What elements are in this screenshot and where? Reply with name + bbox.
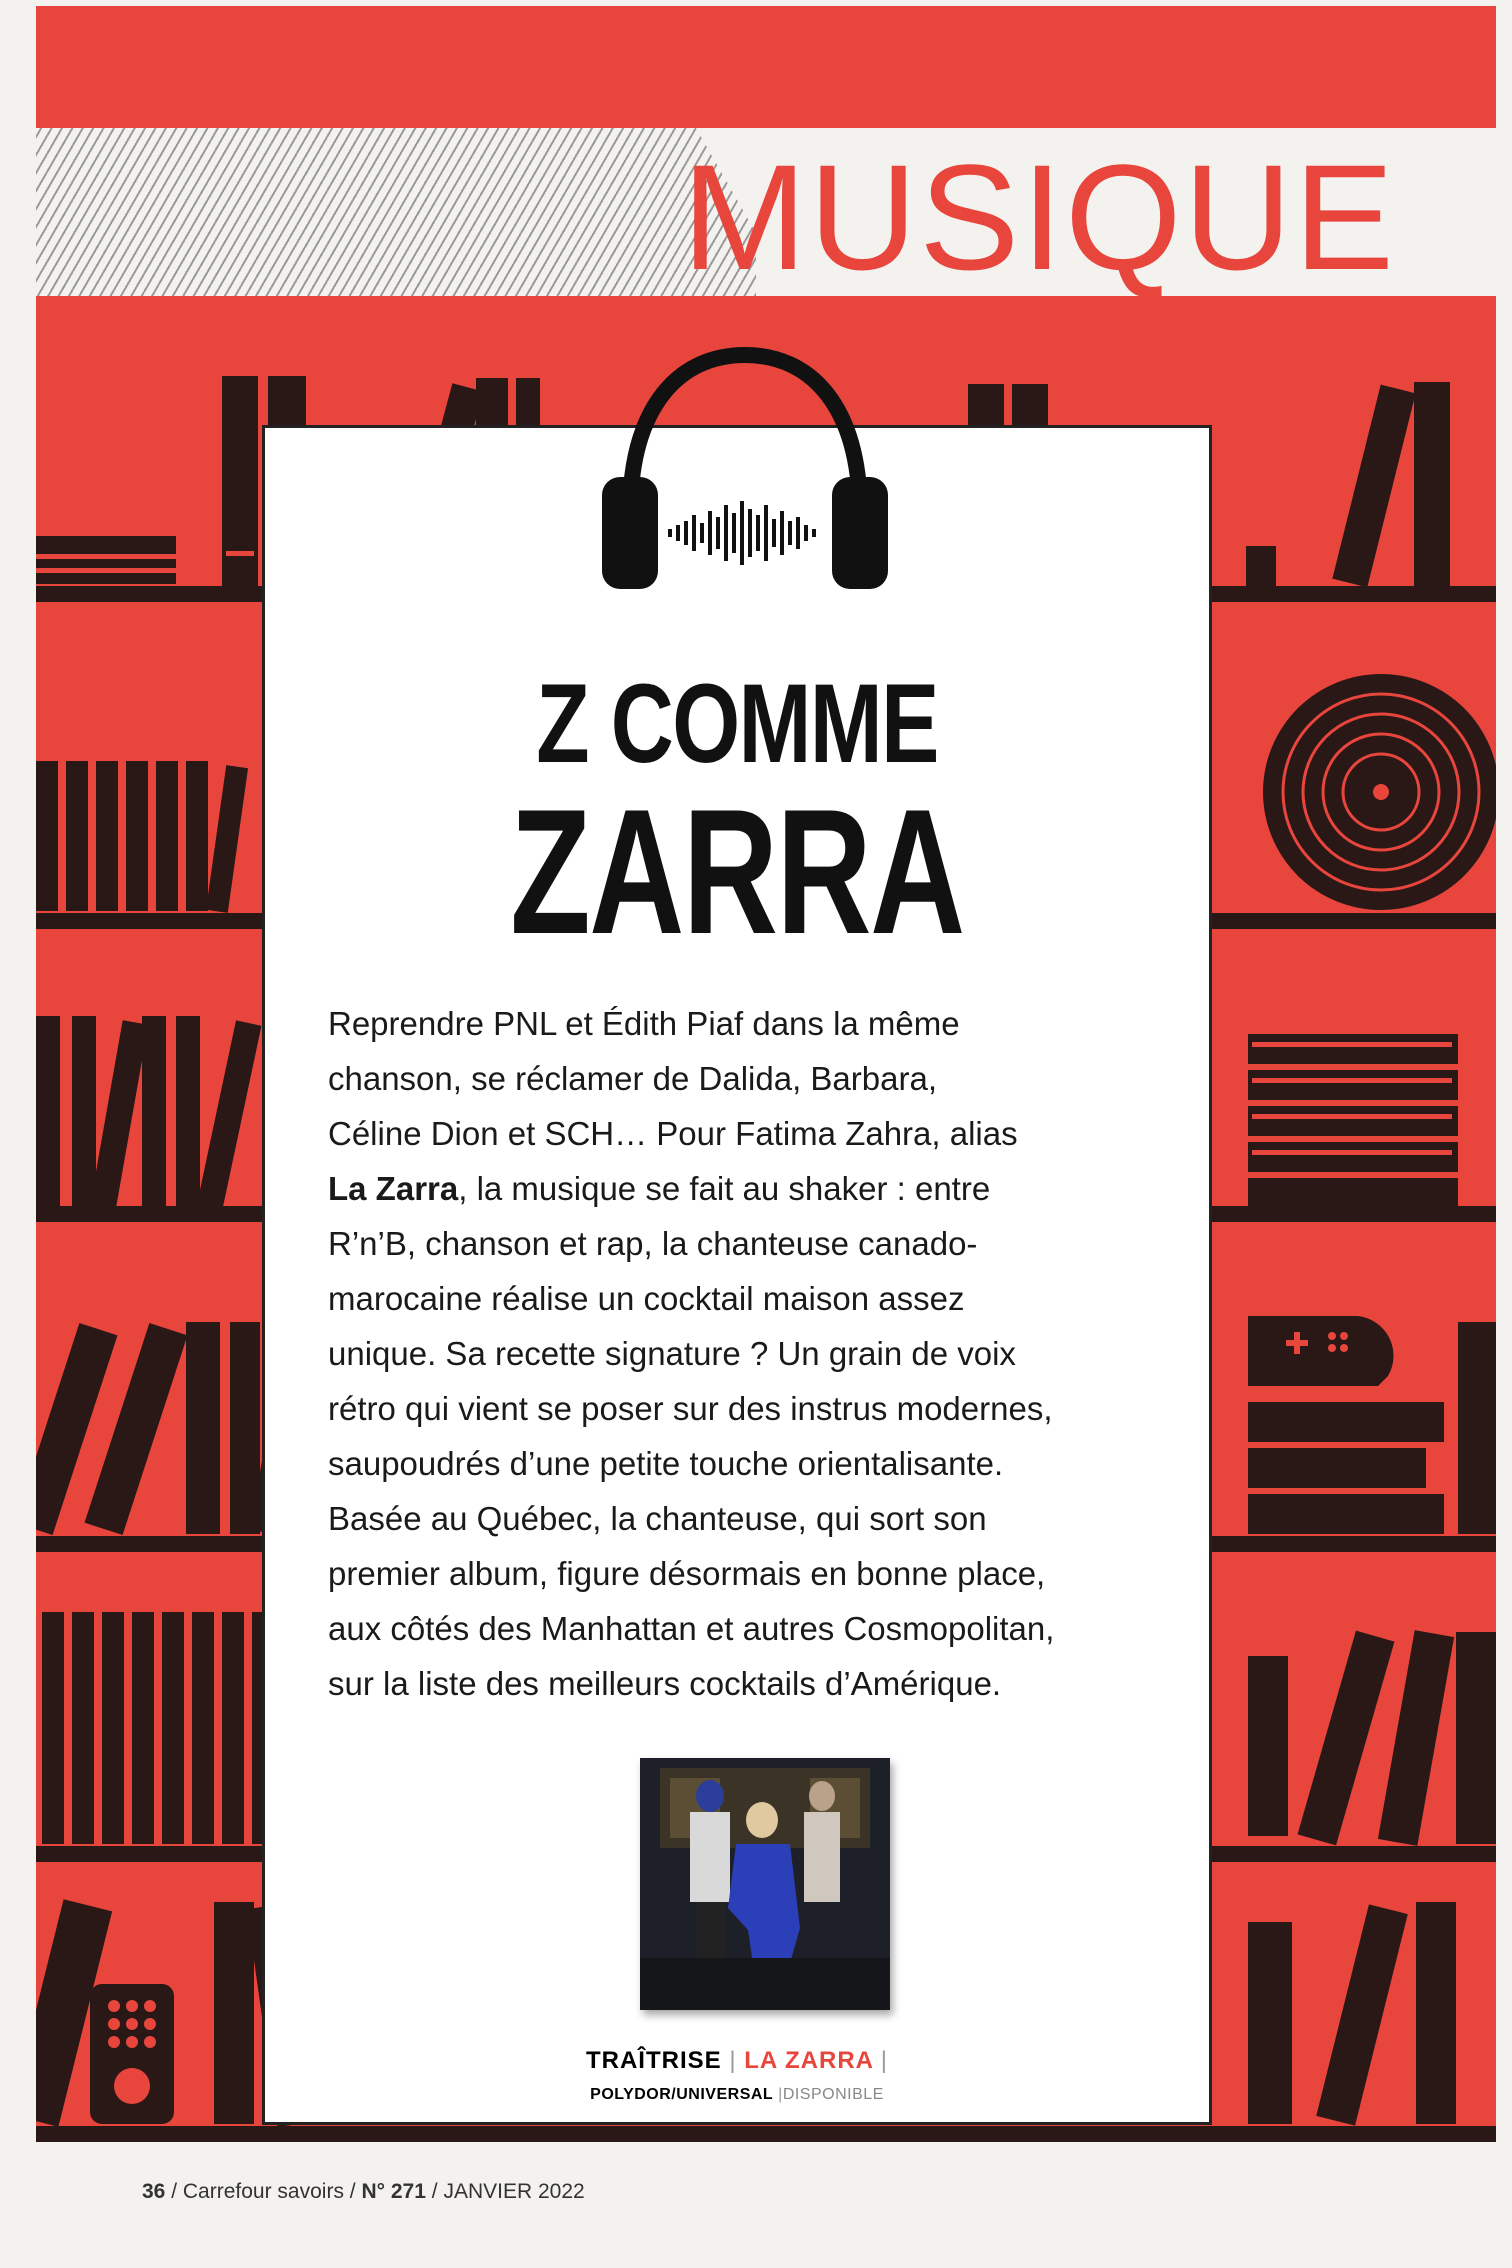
page-footer xyxy=(142,2180,585,2204)
magazine-name: Carrefour savoirs xyxy=(182,2180,344,2203)
body-line: unique. Sa recette signature ? Un grain de voix xyxy=(328,1335,1016,1372)
issue-date: JANVIER 2022 xyxy=(443,2180,585,2203)
body-line: sur la liste des meilleurs cocktails d’Amérique. xyxy=(328,1665,1002,1702)
body-line: R’n’B, chanson et rap, la chanteuse canado- xyxy=(328,1225,978,1262)
issue-number: N° 271 xyxy=(361,2180,426,2203)
body-line: premier album, figure désormais en bonne place, xyxy=(328,1555,1046,1592)
separator: | xyxy=(778,2086,783,2103)
body-line xyxy=(328,1161,1228,1216)
body-line: Reprendre PNL et Édith Piaf dans la même xyxy=(328,1005,960,1042)
separator: | xyxy=(880,2047,889,2074)
artist-name-bold: La Zarra xyxy=(328,1170,459,1207)
shelf-board xyxy=(36,2126,1496,2142)
slash: / xyxy=(349,2180,356,2203)
headline-line-2: ZARRA xyxy=(510,772,964,971)
page-number: 36 xyxy=(142,2180,166,2203)
album-credit xyxy=(262,2046,1212,2076)
body-line: marocaine réalise un cocktail maison assez xyxy=(328,1280,965,1317)
album-title: TRAÎTRISE xyxy=(585,2047,722,2074)
body-line: Céline Dion et SCH… Pour Fatima Zahra, alias xyxy=(328,1115,1018,1152)
body-line: rétro qui vient se poser sur des instrus modernes, xyxy=(328,1390,1053,1427)
album-artist: LA ZARRA xyxy=(744,2047,874,2074)
body-line: Basée au Québec, la chanteuse, qui sort son xyxy=(328,1500,987,1537)
body-line: aux côtés des Manhattan et autres Cosmopolitan, xyxy=(328,1610,1055,1647)
album-label: POLYDOR/UNIVERSAL xyxy=(590,2086,774,2103)
slash: / xyxy=(431,2180,438,2203)
headphones-icon xyxy=(600,345,890,595)
separator: | xyxy=(729,2047,737,2074)
body-line-tail: , la musique se fait au shaker : entre xyxy=(458,1170,991,1207)
album-status: DISPONIBLE xyxy=(782,2086,884,2103)
gamepad-icon xyxy=(1248,1316,1394,1386)
album-cover xyxy=(640,1758,890,2010)
section-title: MUSIQUE xyxy=(681,133,1396,301)
album-cover-art xyxy=(640,1758,890,2010)
body-line: saupoudrés d’une petite touche orientalisante. xyxy=(328,1445,1004,1482)
album-label-line xyxy=(262,2084,1212,2106)
article-body xyxy=(328,996,1228,1711)
body-line: chanson, se réclamer de Dalida, Barbara, xyxy=(328,1060,937,1097)
headline-line-1: Z COMME xyxy=(536,661,938,786)
slash: / xyxy=(171,2180,178,2203)
